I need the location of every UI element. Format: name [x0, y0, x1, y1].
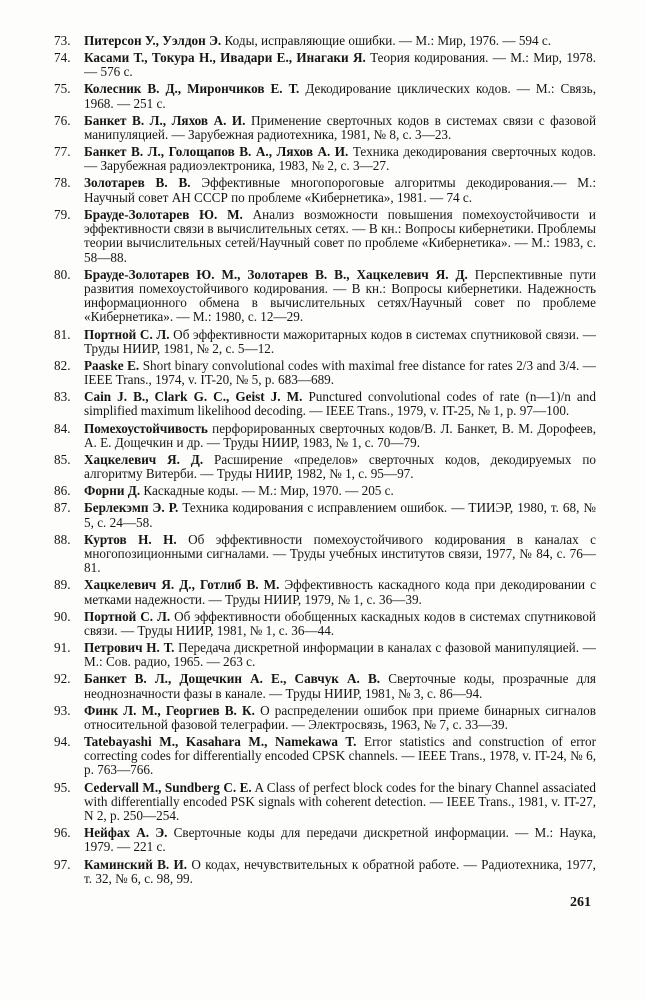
reference-number: 83.	[54, 389, 71, 405]
reference-number: 91.	[54, 639, 71, 655]
reference-text	[84, 533, 596, 576]
reference-details: Short binary convolutional codes with maximal free distance for rates 2/3 and 3/4. — IEEE Trans., 1974, v. IT-20, № 5, p. 683—689.	[84, 357, 596, 388]
reference-authors: Колесник В. Д., Мирончиков Е. Т.	[84, 81, 300, 97]
reference-number: 81.	[54, 326, 71, 342]
reference-number: 96.	[54, 825, 71, 841]
reference-authors: Нейфах А. Э.	[84, 825, 168, 841]
reference-authors: Петрович Н. Т.	[84, 639, 175, 655]
reference-number: 90.	[54, 608, 71, 624]
reference-number: 94.	[54, 733, 71, 749]
reference-number: 77.	[54, 144, 71, 160]
reference-authors: Cedervall M., Sundberg C. E.	[84, 779, 252, 795]
reference-authors: Помехоустойчивость	[84, 420, 208, 436]
reference-text	[84, 34, 596, 48]
reference-text	[84, 672, 596, 701]
reference-entry	[54, 704, 596, 733]
reference-number: 76.	[54, 112, 71, 128]
reference-entry	[54, 501, 596, 530]
reference-details: Каскадные коды. — М.: Мир, 1970. — 205 с.	[140, 483, 394, 499]
reference-authors: Tatebayashi M., Kasahara M., Namekawa T.	[84, 733, 357, 749]
reference-text	[84, 781, 596, 824]
reference-details: Анализ возможности повышения помехоустойчивости и эффективности связи в вычислительных сетях. — В кн.: Вопросы кибернетики. Проблемы теории вычислительных сетей/Научный совет по проблеме «Кибернетика». — М.: 1983, с. 58—88.	[84, 206, 596, 265]
reference-entry	[54, 114, 596, 143]
reference-number: 84.	[54, 420, 71, 436]
reference-text	[84, 641, 596, 670]
reference-number: 92.	[54, 671, 71, 687]
reference-entry	[54, 390, 596, 419]
reference-entry	[54, 51, 596, 80]
reference-details: Punctured convolutional codes of rate (n—1)/n and simplified maximum likelihood decoding. — IEEE Trans., 1979, v. IT-25, № 1, p. 97—100.	[84, 389, 596, 419]
reference-text	[84, 453, 596, 482]
reference-number: 93.	[54, 702, 71, 718]
reference-entry	[54, 672, 596, 701]
reference-text	[84, 422, 596, 451]
reference-entry	[54, 328, 596, 357]
reference-details: Расширение «пределов» сверточных кодов, декодируемых по алгоритму Витерби. — Труды НИИР, 1982, № 1, с. 95—97.	[84, 451, 596, 482]
reference-number: 73.	[54, 33, 71, 48]
reference-authors: Куртов Н. Н.	[84, 531, 177, 547]
reference-authors: Форни Д.	[84, 483, 141, 499]
reference-entry	[54, 641, 596, 670]
reference-details: Эффективность каскадного кода при декодировании с метками надежности. — Труды НИИР, 1979, № 1, с. 36—39.	[84, 577, 596, 607]
reference-number: 85.	[54, 451, 71, 467]
reference-authors: Cain J. B., Clark G. C., Geist J. M.	[84, 389, 303, 405]
reference-entry	[54, 208, 596, 265]
reference-text	[84, 51, 596, 80]
reference-details: Применение сверточных кодов в системах связи с фазовой манипуляцией. — Зарубежная радиотехника, 1981, № 8, с. 3—23.	[84, 112, 597, 143]
reference-authors: Питерсон У., Уэлдон Э.	[84, 33, 222, 48]
reference-details: Коды, исправляющие ошибки. — М.: Мир, 1976. — 594 с.	[221, 33, 552, 48]
reference-details: Об эффективности помехоустойчивого кодирования в каналах с многопозиционными сигналами. — Труды учебных институтов связи, 1977, № 84, с. 76—81.	[84, 531, 596, 576]
reference-authors: Золотарев В. В.	[84, 175, 191, 191]
reference-text	[84, 501, 596, 530]
reference-text	[84, 578, 596, 607]
reference-text	[84, 208, 596, 265]
reference-entry	[54, 735, 596, 778]
reference-details: Техника декодирования сверточных кодов. — Зарубежная радиоэлектроника, 1983, № 2, с. 3—27.	[84, 144, 596, 174]
reference-authors: Банкет В. Л., Дощечкин А. Е., Савчук А. В.	[84, 671, 381, 687]
reference-text	[84, 610, 596, 639]
reference-text	[84, 858, 596, 887]
reference-details: Перспективные пути развития помехоустойчивого кодирования. — В кн.: Вопросы кибернетики. Надежность информационного обмена в вычислительных сетях/Научный совет по проблеме «Кибернетика». — М.: 1980, с. 12—29.	[84, 266, 596, 325]
reference-details: Передача дискретной информации в каналах с фазовой манипуляцией. — М.: Сов. радио, 1965. — 263 с.	[84, 639, 596, 670]
reference-entry	[54, 826, 596, 855]
reference-entry	[54, 610, 596, 639]
reference-text	[84, 359, 596, 388]
reference-number: 79.	[54, 206, 71, 222]
reference-text	[84, 328, 596, 357]
reference-entry	[54, 858, 596, 887]
reference-entry	[54, 268, 596, 325]
reference-details: Техника кодирования с исправлением ошибок. — ТИИЭР, 1980, т. 68, № 5, с. 24—58.	[84, 500, 596, 530]
reference-entry	[54, 82, 596, 111]
reference-details: Об эффективности обобщенных каскадных кодов в системах спутниковой связи. — Труды НИИР, 1981, № 1, с. 36—44.	[84, 608, 596, 638]
reference-authors: Хацкелевич Я. Д.	[84, 451, 204, 467]
reference-authors: Портной С. Л.	[84, 326, 170, 342]
reference-text	[84, 82, 596, 111]
reference-entry	[54, 578, 596, 607]
reference-text	[84, 826, 596, 855]
page-number: 261	[570, 895, 591, 910]
reference-text	[84, 735, 596, 778]
reference-number: 89.	[54, 577, 71, 593]
reference-authors: Банкет В. Л., Голощапов В. А., Ляхов А. И.	[84, 144, 349, 160]
reference-number: 74.	[54, 50, 71, 66]
reference-number: 95.	[54, 779, 71, 795]
reference-details: О кодах, нечувствительных к обратной работе. — Радиотехника, 1977, т. 32, № 6, с. 98, 99.	[84, 856, 596, 886]
reference-authors: Берлекэмп Э. Р.	[84, 500, 179, 516]
reference-number: 86.	[54, 483, 71, 499]
reference-authors: Каминский В. И.	[84, 856, 188, 872]
reference-text	[84, 390, 596, 419]
reference-number: 75.	[54, 81, 71, 97]
reference-entry	[54, 781, 596, 824]
reference-authors: Paaske E.	[84, 357, 140, 373]
bibliography-list	[54, 34, 596, 889]
reference-details: Сверточные коды для передачи дискретной информации. — М.: Наука, 1979. — 221 с.	[84, 825, 597, 855]
reference-details: О распределении ошибок при приеме бинарных сигналов относительной фазовой телеграфии. — Электросвязь, 1963, № 7, с. 33—39.	[84, 702, 597, 732]
reference-details: Эффективные многопороговые алгоритмы декодирования.— М.: Научный совет АН СССР по проблеме «Кибернетика», 1981. — 74 с.	[84, 175, 596, 205]
reference-text	[84, 704, 596, 733]
reference-details: Error statistics and construction of error correcting codes for differentially encoded CPSK channels. — IEEE Trans., 1978, v. IT-24, № 6, p. 763—766.	[84, 733, 597, 778]
reference-number: 80.	[54, 266, 71, 282]
reference-entry	[54, 359, 596, 388]
reference-authors: Банкет В. Л., Ляхов А. И.	[84, 112, 246, 128]
reference-number: 87.	[54, 500, 71, 516]
reference-number: 97.	[54, 856, 71, 872]
reference-entry	[54, 484, 596, 498]
reference-authors: Касами Т., Токура Н., Ивадари Е., Инагаки Я.	[84, 50, 366, 66]
reference-text	[84, 145, 596, 174]
reference-entry	[54, 176, 596, 205]
reference-entry	[54, 533, 596, 576]
reference-text	[84, 114, 596, 143]
reference-details: Декодирование циклических кодов. — М.: Связь, 1968. — 251 с.	[84, 81, 596, 111]
reference-entry	[54, 145, 596, 174]
reference-entry	[54, 422, 596, 451]
reference-number: 78.	[54, 175, 71, 191]
reference-number: 82.	[54, 357, 71, 373]
reference-entry	[54, 453, 596, 482]
reference-authors: Брауде-Золотарев Ю. М., Золотарев В. В., Хацкелевич Я. Д.	[84, 266, 468, 282]
reference-details: Теория кодирования. — М.: Мир, 1978. — 576 с.	[84, 50, 596, 80]
reference-authors: Брауде-Золотарев Ю. М.	[84, 206, 243, 222]
reference-details: A Class of perfect block codes for the binary Channel assaciated with differentially encoded PSK signals with coherent detection. — IEEE Trans., 1981, v. IT-27, N 2, p. 250—254.	[84, 779, 596, 824]
reference-details: Об эффективности мажоритарных кодов в системах спутниковой связи. — Труды НИИР, 1981, № 2, с. 5—12.	[84, 326, 596, 356]
reference-authors: Хацкелевич Я. Д., Готлиб В. М.	[84, 577, 280, 593]
reference-entry	[54, 34, 596, 48]
reference-number: 88.	[54, 531, 71, 547]
reference-details: Сверточные коды, прозрачные для неоднозначности фазы в канале. — Труды НИИР, 1981, № 3, с. 86—94.	[84, 671, 596, 701]
reference-text	[84, 268, 596, 325]
reference-authors: Портной С. Л.	[84, 608, 171, 624]
reference-details: перфорированных сверточных кодов/В. Л. Банкет, В. М. Дорофеев, А. Е. Дощечкин и др. — Труды НИИР, 1983, № 1, с. 70—79.	[84, 420, 596, 450]
reference-text	[84, 484, 596, 498]
reference-text	[84, 176, 596, 205]
reference-authors: Финк Л. М., Георгиев В. К.	[84, 702, 255, 718]
